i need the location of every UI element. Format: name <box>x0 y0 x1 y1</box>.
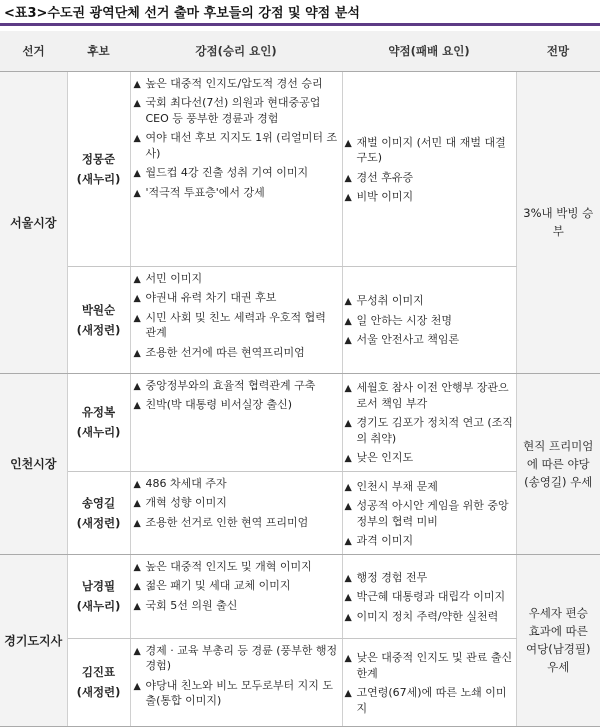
weaknesses-cell <box>342 266 516 373</box>
list-item <box>345 570 514 586</box>
triangle-bullet-icon: ▲ <box>133 78 141 90</box>
weakness-text: 박근혜 대통령과 대립각 이미지 <box>356 590 506 604</box>
strengths-list <box>134 271 338 361</box>
weakness-text: 경기도 김포가 정치적 연고 (조직의 취약) <box>356 416 513 445</box>
triangle-bullet-icon: ▲ <box>133 380 141 392</box>
list-item <box>134 310 338 341</box>
weaknesses-cell <box>342 471 516 554</box>
list-item <box>134 476 338 492</box>
candidate-name: 김진표 <box>81 665 116 679</box>
strengths-list <box>134 76 338 201</box>
header-strengths: 강점(승리 요인) <box>130 31 342 71</box>
list-item <box>134 130 338 161</box>
triangle-bullet-icon: ▲ <box>344 137 352 149</box>
candidate-party: (새누리) <box>76 599 121 613</box>
list-item <box>345 479 514 495</box>
candidate-cell <box>67 71 130 266</box>
triangle-bullet-icon: ▲ <box>133 187 141 199</box>
weaknesses-list <box>345 293 514 348</box>
list-item <box>345 498 514 529</box>
header-region: 선거 <box>0 31 67 71</box>
strength-text: 조용한 선거로 인한 현역 프리미엄 <box>145 515 309 529</box>
list-item <box>134 378 338 394</box>
list-item <box>134 185 338 201</box>
list-item <box>345 380 514 411</box>
region-cell: 인천시장 <box>0 373 67 554</box>
table-row <box>0 471 600 554</box>
table-row <box>0 638 600 726</box>
list-item <box>345 313 514 329</box>
strength-text: 개혁 성향 이미지 <box>145 496 227 509</box>
list-item <box>134 290 338 306</box>
weaknesses-list <box>345 135 514 205</box>
triangle-bullet-icon: ▲ <box>133 273 141 285</box>
region-cell: 서울시장 <box>0 71 67 373</box>
weakness-text: 낮은 대중적 인지도 및 관료 출신 한계 <box>356 651 513 680</box>
candidate-cell <box>67 266 130 373</box>
table-title: <표3>수도권 광역단체 선거 출마 후보들의 강점 및 약점 분석 <box>4 6 360 21</box>
triangle-bullet-icon: ▲ <box>344 481 352 493</box>
strength-text: 야당내 친노와 비노 모두로부터 지지 도출(통합 이미지) <box>145 678 333 707</box>
header-weaknesses: 약점(패배 요인) <box>342 31 516 71</box>
weaknesses-cell <box>342 554 516 638</box>
triangle-bullet-icon: ▲ <box>133 168 141 179</box>
triangle-bullet-icon: ▲ <box>344 536 352 547</box>
strength-text: '적극적 투표층'에서 강세 <box>145 185 265 199</box>
candidate-party: (새누리) <box>76 425 121 439</box>
weaknesses-cell <box>342 71 516 266</box>
triangle-bullet-icon: ▲ <box>344 296 352 308</box>
triangle-bullet-icon: ▲ <box>344 453 352 465</box>
triangle-bullet-icon: ▲ <box>133 312 141 324</box>
candidate-party: (새정련) <box>76 322 121 337</box>
candidate-party: (새정련) <box>76 515 121 530</box>
triangle-bullet-icon: ▲ <box>133 600 141 612</box>
triangle-bullet-icon: ▲ <box>344 335 352 347</box>
analysis-table <box>0 31 600 727</box>
strengths-cell <box>130 71 342 266</box>
strength-text: 조용한 선거에 따른 현역프리미엄 <box>145 345 305 359</box>
strengths-cell <box>130 266 342 373</box>
strength-text: 국회 5선 의원 출신 <box>145 598 238 612</box>
triangle-bullet-icon: ▲ <box>344 611 352 623</box>
strength-text: 486 차세대 주자 <box>145 476 227 490</box>
weakness-text: 재벌 이미지 (서민 대 재벌 대결 구도) <box>356 135 506 164</box>
triangle-bullet-icon: ▲ <box>133 517 141 529</box>
strength-text: 친박(박 대통령 비서실장 출신) <box>145 398 293 411</box>
outlook-cell: 우세자 편승 효과에 따른 여당(남경필) 우세 <box>516 554 600 726</box>
weaknesses-cell <box>342 638 516 726</box>
weakness-text: 과격 이미지 <box>356 534 414 547</box>
list-item <box>345 533 514 549</box>
list-item <box>345 650 514 681</box>
list-item <box>134 495 338 511</box>
strength-text: 젊은 패기 및 세대 교체 이미지 <box>145 579 291 592</box>
triangle-bullet-icon: ▲ <box>133 400 141 411</box>
triangle-bullet-icon: ▲ <box>344 592 352 604</box>
strengths-cell <box>130 471 342 554</box>
triangle-bullet-icon: ▲ <box>133 645 141 657</box>
list-item <box>345 170 514 186</box>
strength-text: 높은 대중적 인지도/압도적 경선 승리 <box>145 76 323 90</box>
triangle-bullet-icon: ▲ <box>344 688 352 699</box>
table-body <box>0 71 600 726</box>
candidate-name: 유정복 <box>81 405 116 419</box>
candidate-cell <box>67 471 130 554</box>
table-row <box>0 554 600 638</box>
weaknesses-list <box>345 650 514 716</box>
triangle-bullet-icon: ▲ <box>344 383 352 395</box>
triangle-bullet-icon: ▲ <box>133 680 141 692</box>
list-item <box>345 293 514 309</box>
strength-text: 중앙정부와의 효율적 협력관계 구축 <box>145 378 316 392</box>
weaknesses-list <box>345 570 514 625</box>
weakness-text: 비박 이미지 <box>356 190 414 203</box>
weakness-text: 이미지 정치 주력/약한 실천력 <box>356 609 499 623</box>
strength-text: 월드컵 4강 진출 성취 기여 이미지 <box>145 166 309 179</box>
list-item <box>345 415 514 446</box>
strength-text: 높은 대중적 인지도 및 개혁 이미지 <box>145 559 312 573</box>
list-item <box>134 165 338 181</box>
list-item <box>134 515 338 531</box>
strength-text: 시민 사회 및 친노 세력과 우호적 협력 관계 <box>145 310 326 339</box>
header-outlook: 전망 <box>516 31 600 71</box>
weakness-text: 경선 후유증 <box>356 170 414 184</box>
candidate-cell <box>67 373 130 471</box>
region-cell: 경기도지사 <box>0 554 67 726</box>
weaknesses-list <box>345 380 514 466</box>
list-item <box>134 598 338 614</box>
weakness-text: 세월호 참사 이전 안행부 장관으로서 책임 부각 <box>356 381 509 410</box>
list-item <box>345 609 514 625</box>
candidate-party: (새정련) <box>76 685 121 699</box>
table-row <box>0 71 600 266</box>
triangle-bullet-icon: ▲ <box>133 498 141 509</box>
strength-text: 여야 대선 후보 지지도 1위 (리얼미터 조사) <box>145 131 338 160</box>
header-candidate: 후보 <box>67 31 130 71</box>
weakness-text: 인천시 부채 문제 <box>356 479 438 493</box>
triangle-bullet-icon: ▲ <box>344 192 352 203</box>
triangle-bullet-icon: ▲ <box>133 478 141 490</box>
list-item <box>134 559 338 575</box>
candidate-name: 정몽준 <box>81 151 116 166</box>
weaknesses-list <box>345 479 514 549</box>
strength-text: 경제 · 교육 부총리 등 경륜 (풍부한 행정 경험) <box>145 643 338 672</box>
list-item <box>345 135 514 166</box>
list-item <box>134 95 338 126</box>
list-item <box>345 450 514 466</box>
triangle-bullet-icon: ▲ <box>344 653 352 664</box>
candidate-name: 남경필 <box>81 579 116 593</box>
strengths-list <box>134 476 338 531</box>
table-row <box>0 373 600 471</box>
table-row <box>0 266 600 373</box>
strengths-list <box>134 378 338 413</box>
triangle-bullet-icon: ▲ <box>133 293 141 304</box>
list-item <box>134 271 338 287</box>
weakness-text: 성공적 아시안 게임을 위한 중앙정부의 협력 미비 <box>356 499 509 528</box>
triangle-bullet-icon: ▲ <box>344 572 352 584</box>
outlook-cell: 현직 프리미엄에 따른 야당(송영길) 우세 <box>516 373 600 554</box>
weakness-text: 낮은 인지도 <box>356 451 414 465</box>
triangle-bullet-icon: ▲ <box>344 501 352 512</box>
header-row <box>0 31 600 71</box>
weakness-text: 서울 안전사고 책임론 <box>356 333 460 347</box>
list-item <box>134 643 338 674</box>
strength-text: 야권내 유력 차기 대권 후보 <box>145 291 277 304</box>
triangle-bullet-icon: ▲ <box>344 172 352 184</box>
list-item <box>134 578 338 594</box>
strengths-list <box>134 559 338 614</box>
list-item <box>345 685 514 716</box>
weakness-text: 행정 경험 전무 <box>356 570 428 584</box>
list-item <box>345 332 514 348</box>
list-item <box>134 678 338 709</box>
weakness-text: 일 안하는 시장 천명 <box>356 313 452 327</box>
outlook-cell: 3%내 박빙 승부 <box>516 71 600 373</box>
triangle-bullet-icon: ▲ <box>133 133 141 144</box>
triangle-bullet-icon: ▲ <box>133 98 141 109</box>
list-item <box>134 76 338 92</box>
candidate-cell <box>67 554 130 638</box>
candidate-cell <box>67 638 130 726</box>
weakness-text: 무성취 이미지 <box>356 294 424 308</box>
list-item <box>134 345 338 361</box>
triangle-bullet-icon: ▲ <box>133 347 141 359</box>
strengths-cell <box>130 638 342 726</box>
strength-text: 국회 최다선(7선) 의원과 현대중공업 CEO 등 풍부한 경륜과 경험 <box>145 96 321 125</box>
weaknesses-cell <box>342 373 516 471</box>
triangle-bullet-icon: ▲ <box>344 315 352 327</box>
strength-text: 서민 이미지 <box>145 271 203 285</box>
list-item <box>345 589 514 605</box>
title-bar <box>0 0 600 26</box>
strengths-cell <box>130 554 342 638</box>
candidate-name: 송영길 <box>81 495 116 510</box>
triangle-bullet-icon: ▲ <box>133 581 141 592</box>
list-item <box>345 189 514 205</box>
candidate-name: 박원순 <box>81 302 116 317</box>
candidate-party: (새누리) <box>76 171 121 186</box>
weakness-text: 고연령(67세)에 따른 노쇄 이미지 <box>356 686 507 715</box>
strengths-list <box>134 643 338 709</box>
list-item <box>134 397 338 413</box>
strengths-cell <box>130 373 342 471</box>
triangle-bullet-icon: ▲ <box>133 561 141 573</box>
triangle-bullet-icon: ▲ <box>344 418 352 430</box>
